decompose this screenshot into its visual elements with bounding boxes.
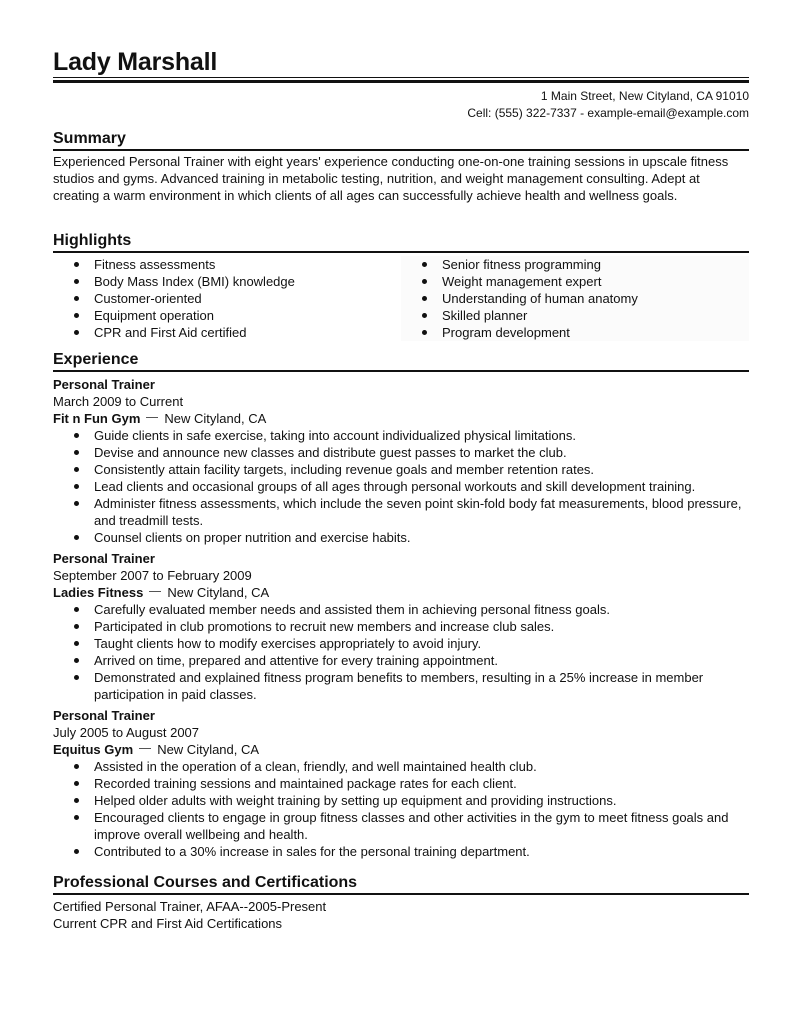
bullet-icon (422, 296, 427, 301)
job-bullet: Contributed to a 30% increase in sales for the personal training department. (53, 843, 749, 860)
job-bullet: Counsel clients on proper nutrition and exercise habits. (53, 529, 749, 546)
company-name: Fit n Fun Gym (53, 411, 141, 426)
bullet-icon (422, 279, 427, 284)
contact-block (467, 88, 749, 122)
phone-email-line: Cell: (555) 322-7337 - example-email@example.com (467, 106, 749, 120)
highlight-item: Skilled planner (401, 307, 749, 324)
section-title-highlights: Highlights (53, 231, 749, 253)
dash-separator (146, 417, 158, 418)
job-entry (53, 550, 749, 703)
highlights-right-column (401, 256, 749, 341)
highlight-item: Program development (401, 324, 749, 341)
job-entry (53, 707, 749, 860)
bullet-icon (74, 675, 79, 680)
certification-item: Certified Personal Trainer, AFAA--2005-Present (53, 899, 327, 914)
job-title: Personal Trainer (53, 551, 155, 566)
job-company-line (53, 584, 749, 601)
bullet-icon (74, 798, 79, 803)
job-bullet: Encouraged clients to engage in group fitness classes and other activities in the gym to meet fitness goals and improve overall wellbeing and health. (53, 809, 749, 843)
summary-section (53, 129, 749, 204)
header-divider-thin (53, 77, 749, 78)
highlights-section (53, 231, 749, 341)
job-bullet: Administer fitness assessments, which include the seven point skin-fold body fat measurements, blood pressure, and treadmill tests. (53, 495, 749, 529)
section-title-certifications: Professional Courses and Certifications (53, 873, 749, 895)
highlight-item: Customer-oriented (53, 290, 401, 307)
highlight-item: Weight management expert (401, 273, 749, 290)
job-company-line (53, 410, 749, 427)
bullet-icon (74, 641, 79, 646)
job-bullet: Consistently attain facility targets, including revenue goals and member retention rates. (53, 461, 749, 478)
job-bullet: Devise and announce new classes and distribute guest passes to market the club. (53, 444, 749, 461)
highlight-item: Equipment operation (53, 307, 401, 324)
bullet-icon (74, 849, 79, 854)
section-title-summary: Summary (53, 129, 749, 151)
job-bullet: Demonstrated and explained fitness program benefits to members, resulting in a 25% increase in member participation in paid classes. (53, 669, 749, 703)
job-title: Personal Trainer (53, 377, 155, 392)
address-line: 1 Main Street, New Cityland, CA 91010 (540, 89, 749, 103)
bullet-icon (422, 262, 427, 267)
bullet-icon (422, 313, 427, 318)
bullet-icon (74, 781, 79, 786)
bullet-icon (422, 330, 427, 335)
bullet-icon (74, 279, 79, 284)
job-bullet: Carefully evaluated member needs and assisted them in achieving personal fitness goals. (53, 601, 749, 618)
bullet-icon (74, 658, 79, 663)
dash-separator (139, 748, 151, 749)
job-dates: September 2007 to February 2009 (53, 568, 252, 583)
job-bullet: Helped older adults with weight training by setting up equipment and providing instructions. (53, 792, 749, 809)
job-dates: July 2005 to August 2007 (53, 725, 200, 740)
job-bullet: Participated in club promotions to recruit new members and increase club sales. (53, 618, 749, 635)
highlight-item: Senior fitness programming (401, 256, 749, 273)
bullet-icon (74, 607, 79, 612)
header-divider-thick (53, 80, 749, 83)
experience-section (53, 350, 749, 860)
bullet-icon (74, 535, 79, 540)
bullet-icon (74, 296, 79, 301)
highlight-item: Body Mass Index (BMI) knowledge (53, 273, 401, 290)
bullet-icon (74, 262, 79, 267)
bullet-icon (74, 815, 79, 820)
job-bullet: Guide clients in safe exercise, taking into account individualized physical limitations. (53, 427, 749, 444)
summary-text: Experienced Personal Trainer with eight years' experience conducting one-on-one training sessions in upscale fitness studios and gyms. Advanced training in metabolic testing, nutrition, and weight management consulting. Adept at creating a warm environment in which clients of all ages can successfully achieve health and wellness goals. (53, 154, 729, 203)
dash-separator (149, 591, 161, 592)
bullet-icon (74, 467, 79, 472)
bullet-icon (74, 313, 79, 318)
certifications-section (53, 873, 749, 932)
company-name: Ladies Fitness (53, 585, 144, 600)
bullet-icon (74, 501, 79, 506)
candidate-name: Lady Marshall (53, 48, 218, 76)
job-title: Personal Trainer (53, 708, 155, 723)
job-bullet: Taught clients how to modify exercises appropriately to avoid injury. (53, 635, 749, 652)
job-dates: March 2009 to Current (53, 394, 184, 409)
job-bullet: Lead clients and occasional groups of all ages through personal workouts and skill development training. (53, 478, 749, 495)
certification-item: Current CPR and First Aid Certifications (53, 916, 283, 931)
job-bullet: Arrived on time, prepared and attentive for every training appointment. (53, 652, 749, 669)
company-location: New Cityland, CA (167, 585, 270, 600)
bullet-icon (74, 484, 79, 489)
job-bullet: Recorded training sessions and maintained package rates for each client. (53, 775, 749, 792)
bullet-icon (74, 450, 79, 455)
bullet-icon (74, 433, 79, 438)
job-entry (53, 376, 749, 546)
company-location: New Cityland, CA (157, 742, 260, 757)
section-title-experience: Experience (53, 350, 749, 372)
highlight-item: CPR and First Aid certified (53, 324, 401, 341)
company-location: New Cityland, CA (164, 411, 267, 426)
bullet-icon (74, 330, 79, 335)
bullet-icon (74, 764, 79, 769)
job-bullet: Assisted in the operation of a clean, friendly, and well maintained health club. (53, 758, 749, 775)
company-name: Equitus Gym (53, 742, 134, 757)
highlight-item: Fitness assessments (53, 256, 401, 273)
job-company-line (53, 741, 749, 758)
bullet-icon (74, 624, 79, 629)
highlight-item: Understanding of human anatomy (401, 290, 749, 307)
highlights-left-column (53, 256, 401, 341)
